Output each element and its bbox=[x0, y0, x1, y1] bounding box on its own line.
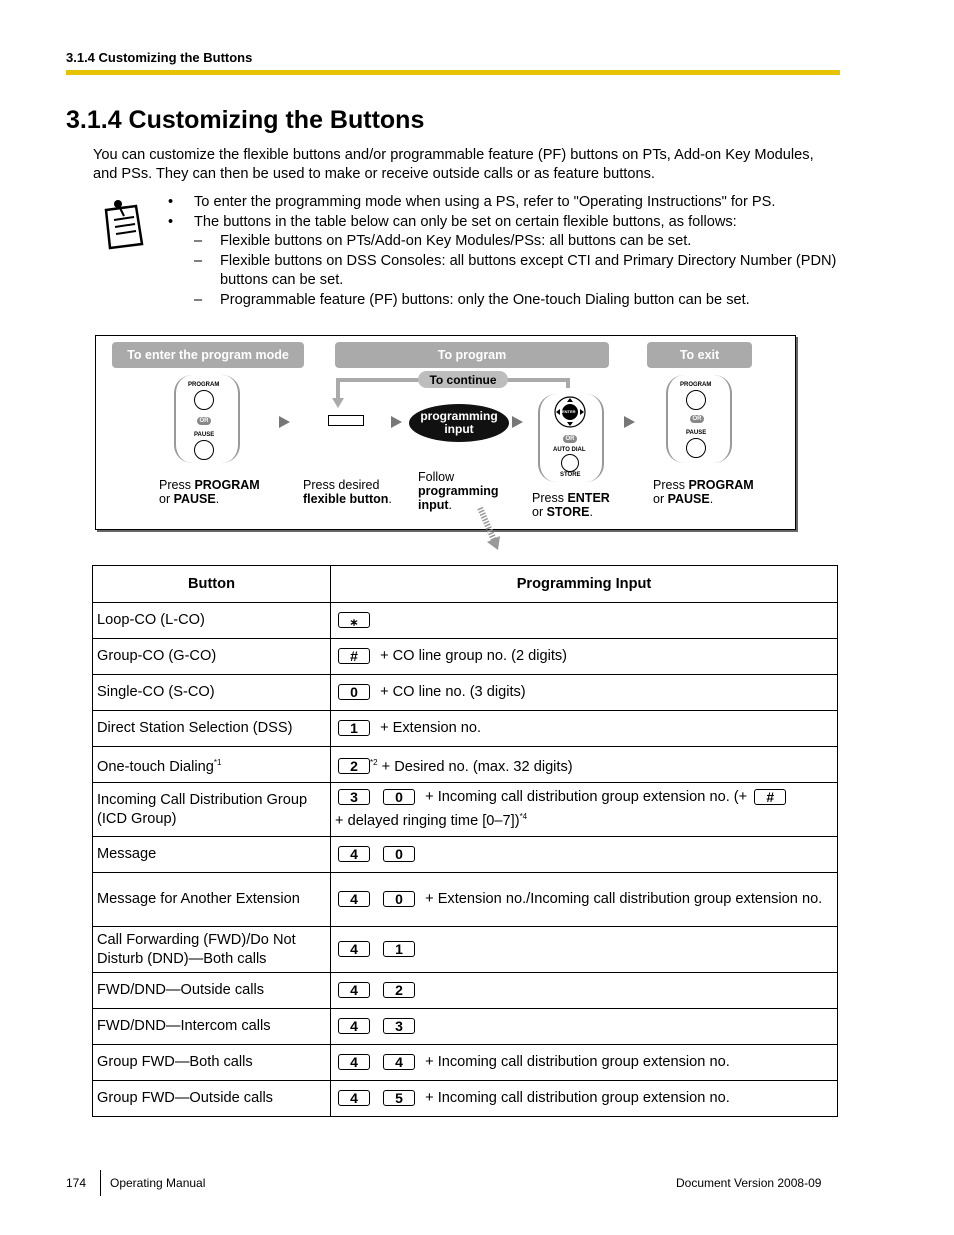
operation-diagram bbox=[95, 335, 796, 530]
button-name: Message for Another Extension bbox=[93, 873, 331, 927]
table-row bbox=[93, 711, 838, 747]
button-name: Single-CO (S-CO) bbox=[93, 675, 331, 711]
digit-key: 4 bbox=[338, 846, 370, 862]
button-name: Loop-CO (L-CO) bbox=[93, 603, 331, 639]
button-name: Group FWD—Outside calls bbox=[93, 1081, 331, 1117]
auto-dial-store-key bbox=[561, 454, 579, 472]
program-key bbox=[194, 390, 214, 410]
note-sub-item: – Flexible buttons on PTs/Add-on Key Modules/PSs: all buttons can be set. bbox=[194, 233, 692, 250]
hatched-down-arrow bbox=[474, 506, 502, 552]
footer-manual: Operating Manual bbox=[110, 1176, 206, 1190]
digit-key: 4 bbox=[338, 1054, 370, 1070]
button-name: Call Forwarding (FWD)/Do Not Disturb (DND)—Both calls bbox=[93, 927, 331, 973]
pause-key-label: PAUSE bbox=[686, 430, 707, 436]
intro-paragraph: You can customize the flexible buttons and/or programmable feature (PF) buttons on PTs, Add-on Key Modules, and PSs. They can then be used to make or receive outside calls or as feature buttons. bbox=[93, 147, 814, 182]
table-row bbox=[93, 837, 838, 873]
digit-key: 0 bbox=[383, 846, 415, 862]
digit-key: 4 bbox=[338, 1018, 370, 1034]
digit-key: 2 bbox=[338, 758, 370, 774]
notes-list bbox=[168, 193, 848, 311]
programming-input: 4 4 + Incoming call distribution group extension no. bbox=[331, 1045, 838, 1081]
step-arrow bbox=[279, 416, 290, 428]
digit-key: 0 bbox=[383, 891, 415, 907]
table-row bbox=[93, 1009, 838, 1045]
flexible-button-icon bbox=[328, 415, 364, 426]
programming-input: 2 $^{*2}$ + Desired no. (max. 32 digits) bbox=[331, 747, 838, 783]
button-name: One-touch Dialing$^{*1}$ bbox=[93, 747, 331, 783]
button-name: Message bbox=[93, 837, 331, 873]
or-badge: OR bbox=[197, 417, 211, 425]
table-row bbox=[93, 927, 838, 973]
auto-dial-key-label: AUTO DIAL bbox=[553, 447, 586, 453]
program-key-label: PROGRAM bbox=[188, 382, 220, 388]
programming-input: 1 + Extension no. bbox=[331, 711, 838, 747]
prog-input-line2: input bbox=[444, 422, 474, 436]
store-key-label: STORE bbox=[560, 472, 581, 478]
digit-key: 0 bbox=[383, 789, 415, 805]
header-programming-input: Programming Input bbox=[331, 566, 838, 603]
or-badge: OR bbox=[563, 435, 577, 443]
digit-key: 4 bbox=[383, 1054, 415, 1070]
digit-key: 4 bbox=[338, 1090, 370, 1106]
table-row bbox=[93, 1081, 838, 1117]
table-row bbox=[93, 873, 838, 927]
notepad-icon bbox=[100, 196, 146, 257]
header-rule bbox=[66, 70, 840, 75]
digit-key: 4 bbox=[338, 982, 370, 998]
hash-key: # bbox=[338, 648, 370, 664]
programming-input: 4 0 + Extension no./Incoming call distribution group extension no. bbox=[331, 873, 838, 927]
programming-input bbox=[331, 973, 838, 1009]
digit-key: 3 bbox=[338, 789, 370, 805]
button-name: Group-CO (G-CO) bbox=[93, 639, 331, 675]
running-header: 3.1.4 Customizing the Buttons bbox=[66, 50, 253, 65]
hash-key: # bbox=[754, 789, 786, 805]
step-arrow bbox=[391, 416, 402, 428]
pause-key bbox=[194, 440, 214, 460]
programming-table bbox=[92, 565, 838, 1117]
note-sub-item: – Flexible buttons on DSS Consoles: all buttons except CTI and Primary Directory Number (PDN) buttons can be set. bbox=[194, 252, 837, 289]
programming-input bbox=[331, 603, 838, 639]
programming-input: # + CO line group no. (2 digits) bbox=[331, 639, 838, 675]
caption-programming-input: Follow programming input. bbox=[418, 470, 499, 512]
table-header-row bbox=[93, 566, 838, 603]
program-key bbox=[686, 390, 706, 410]
page-title: 3.1.4 Customizing the Buttons bbox=[66, 106, 425, 134]
digit-key: 2 bbox=[383, 982, 415, 998]
digit-key: 1 bbox=[338, 720, 370, 736]
table-row bbox=[93, 639, 838, 675]
programming-input-oval bbox=[409, 404, 509, 442]
footer-divider bbox=[100, 1170, 101, 1196]
step-arrow bbox=[624, 416, 635, 428]
to-continue-label: To continue bbox=[418, 371, 508, 388]
table-row bbox=[93, 747, 838, 783]
button-name: Incoming Call Distribution Group (ICD Group) bbox=[93, 783, 331, 837]
table-row bbox=[93, 783, 838, 837]
programming-input bbox=[331, 1009, 838, 1045]
pause-key bbox=[686, 438, 706, 458]
note-bullet: • The buttons in the table below can only be set on certain flexible buttons, as follows: bbox=[168, 213, 737, 230]
caption-enter-program: Press PROGRAM or PAUSE. bbox=[159, 478, 260, 506]
digit-key: 5 bbox=[383, 1090, 415, 1106]
table-row bbox=[93, 973, 838, 1009]
to-program-label: To program bbox=[335, 342, 609, 368]
table-row bbox=[93, 675, 838, 711]
prog-input-line1: programming bbox=[420, 409, 498, 423]
button-name: Direct Station Selection (DSS) bbox=[93, 711, 331, 747]
programming-input bbox=[331, 837, 838, 873]
enter-mode-label: To enter the program mode bbox=[112, 342, 304, 368]
digit-key: 0 bbox=[338, 684, 370, 700]
programming-input: 4 5 + Incoming call distribution group extension no. bbox=[331, 1081, 838, 1117]
button-name: FWD/DND—Intercom calls bbox=[93, 1009, 331, 1045]
table-row bbox=[93, 603, 838, 639]
or-badge: OR bbox=[690, 415, 704, 423]
programming-input bbox=[331, 927, 838, 973]
star-key: ⁎ bbox=[338, 612, 370, 628]
pause-key-label: PAUSE bbox=[194, 432, 215, 438]
table-row bbox=[93, 1045, 838, 1081]
enter-key-label: ENTER bbox=[562, 409, 576, 414]
programming-input: 0 + CO line no. (3 digits) bbox=[331, 675, 838, 711]
button-name: FWD/DND—Outside calls bbox=[93, 973, 331, 1009]
note-sub-item: – Programmable feature (PF) buttons: only the One-touch Dialing button can be set. bbox=[194, 291, 750, 308]
page-number: 174 bbox=[66, 1176, 87, 1190]
caption-enter-store: Press ENTER or STORE. bbox=[532, 491, 610, 519]
caption-flexible-button: Press desired flexible button. bbox=[303, 478, 392, 506]
header-button: Button bbox=[93, 566, 331, 603]
program-key-label: PROGRAM bbox=[680, 382, 712, 388]
step-arrow bbox=[512, 416, 523, 428]
digit-key: 4 bbox=[338, 891, 370, 907]
digit-key: 4 bbox=[338, 941, 370, 957]
digit-key: 1 bbox=[383, 941, 415, 957]
digit-key: 3 bbox=[383, 1018, 415, 1034]
programming-input: 3 0 + Incoming call distribution group extension no. (+ # + delayed ringing time [0–7])$^{*4}$ bbox=[331, 783, 838, 837]
note-bullet: • To enter the programming mode when using a PS, refer to "Operating Instructions" for PS. bbox=[168, 194, 776, 210]
to-exit-label: To exit bbox=[647, 342, 752, 368]
footer-version: Document Version 2008-09 bbox=[676, 1176, 822, 1190]
caption-exit: Press PROGRAM or PAUSE. bbox=[653, 478, 754, 506]
button-name: Group FWD—Both calls bbox=[93, 1045, 331, 1081]
